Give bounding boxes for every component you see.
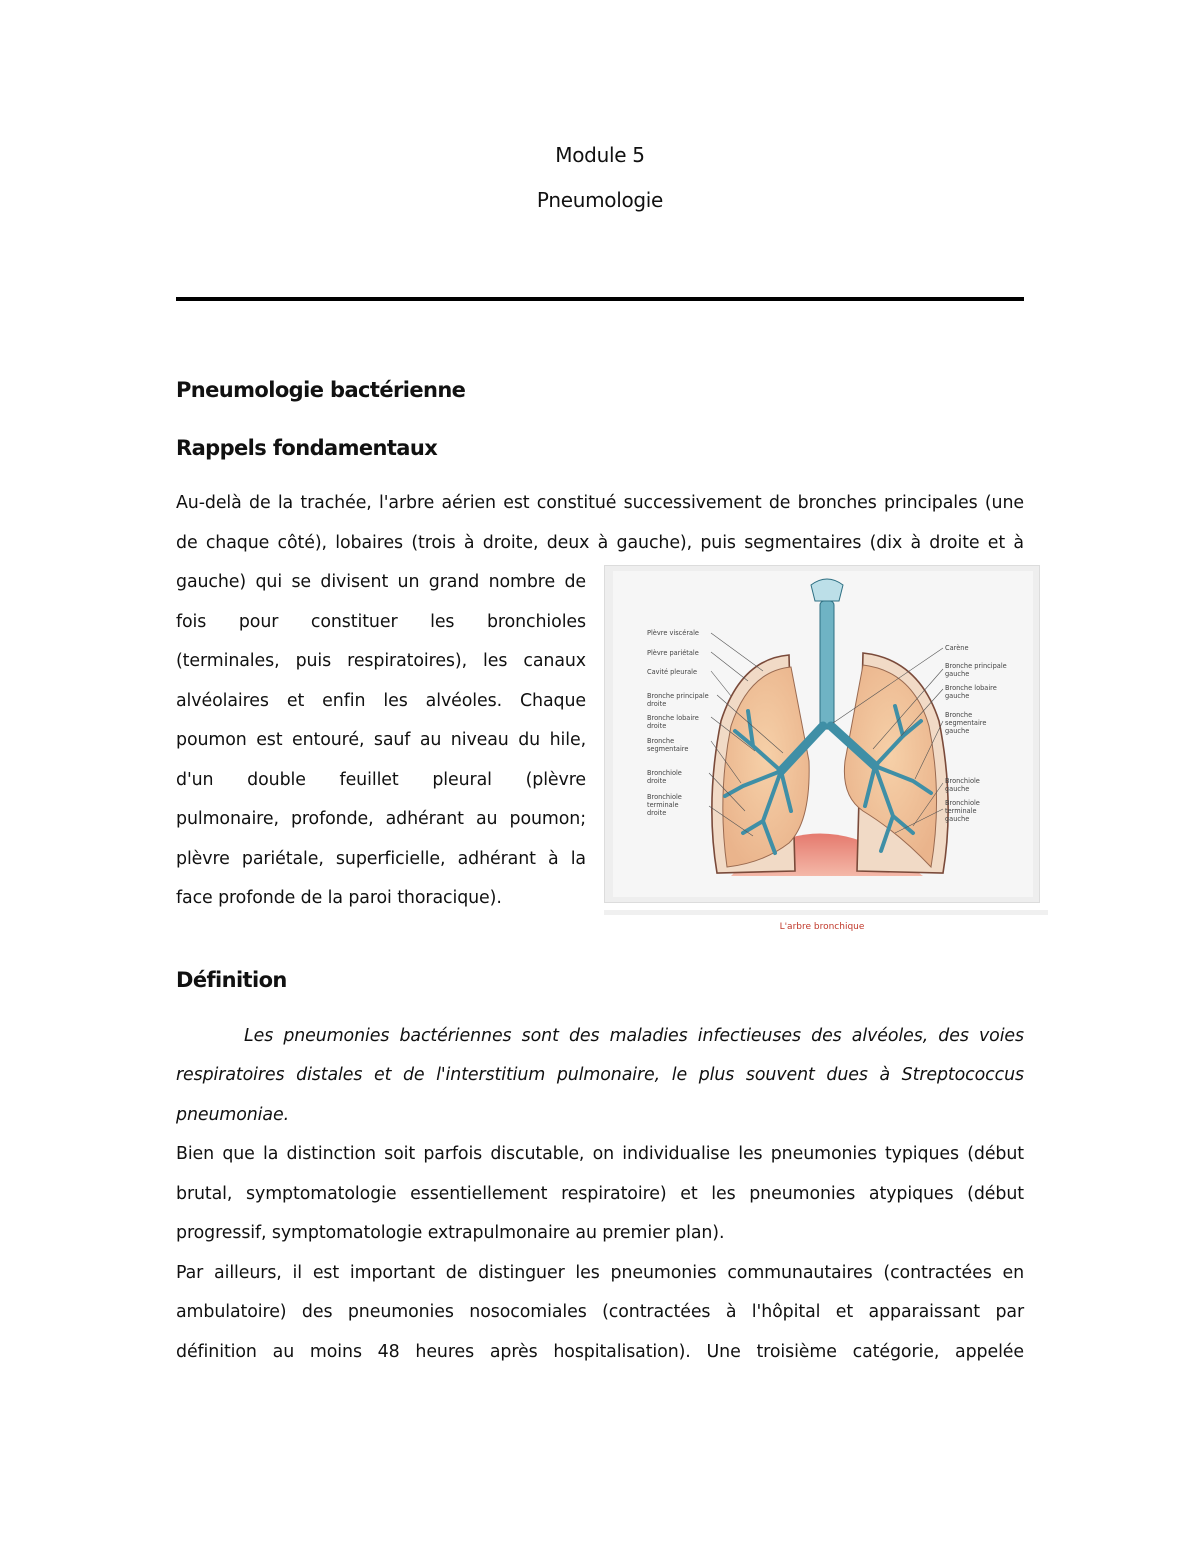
rappels-line: alvéolaires et enfin les alvéoles. Chaque: [176, 691, 586, 711]
figure-label: gauche: [945, 785, 970, 793]
definition-italic-line: Les pneumonies bactériennes sont des maladies infectieuses des alvéoles, des voies: [244, 1026, 1024, 1046]
section-title: Pneumologie bactérienne: [176, 378, 466, 402]
figure-label: Bronchiole: [945, 799, 980, 807]
lung-diagram: [613, 571, 1033, 897]
figure-label: Bronche: [945, 711, 973, 719]
figure-label: droite: [647, 722, 667, 730]
figure-label: gauche: [945, 670, 970, 678]
rappels-line: gauche) qui se divisent un grand nombre de: [176, 572, 586, 592]
figure-label: droite: [647, 809, 667, 817]
rappels-line: de chaque côté), lobaires (trois à droite, deux à gauche), puis segmentaires (dix à droite et à: [176, 533, 1024, 553]
lung-figure-canvas: [613, 571, 1033, 897]
rappels-line: (terminales, puis respiratoires), les canaux: [176, 651, 586, 671]
trachea-shape: [820, 601, 834, 729]
figure-label: Carène: [945, 644, 969, 652]
figure-label: Bronche principale: [647, 692, 709, 700]
figure-label: Bronchiole: [647, 769, 682, 777]
right-labels: [945, 644, 1007, 823]
figure-label: Bronche principale: [945, 662, 1007, 670]
lung-figure: [604, 565, 1040, 903]
figure-label: gauche: [945, 815, 970, 823]
definition-line: Par ailleurs, il est important de distinguer les pneumonies communautaires (contractées en: [176, 1263, 1024, 1283]
figure-label: Bronche lobaire: [647, 714, 699, 722]
definition-line: progressif, symptomatologie extrapulmonaire au premier plan).: [176, 1223, 725, 1243]
rappels-line: d'un double feuillet pleural (plèvre: [176, 770, 586, 790]
figure-shadow: [604, 910, 1048, 915]
figure-label: Cavité pleurale: [647, 668, 698, 676]
rappels-line: pulmonaire, profonde, adhérant au poumon;: [176, 809, 586, 829]
rappels-line: face profonde de la paroi thoracique).: [176, 888, 502, 908]
figure-label: segmentaire: [647, 745, 689, 753]
figure-label: droite: [647, 777, 667, 785]
rappels-line: Au-delà de la trachée, l'arbre aérien est constitué successivement de bronches principales (une: [176, 493, 1024, 513]
definition-italic-line: respiratoires distales et de l'interstitium pulmonaire, le plus souvent dues à Streptococcus: [176, 1065, 1024, 1085]
horizontal-rule: [176, 297, 1024, 301]
figure-label: Plèvre pariétale: [647, 649, 699, 657]
figure-label: segmentaire: [945, 719, 987, 727]
figure-label: Plèvre viscérale: [647, 629, 699, 637]
figure-label: Bronchiole: [647, 793, 682, 801]
definition-line: ambulatoire) des pneumonies nosocomiales (contractées à l'hôpital et apparaissant par: [176, 1302, 1024, 1322]
larynx-shape: [811, 579, 843, 601]
figure-label: Bronche lobaire: [945, 684, 997, 692]
figure-caption: L'arbre bronchique: [779, 922, 865, 932]
rappels-heading: Rappels fondamentaux: [176, 436, 438, 460]
module-title: Module 5: [555, 143, 645, 167]
figure-label: droite: [647, 700, 667, 708]
definition-line: Bien que la distinction soit parfois discutable, on individualise les pneumonies typiques (début: [176, 1144, 1024, 1164]
figure-label: gauche: [945, 727, 970, 735]
rappels-line: plèvre pariétale, superficielle, adhérant à la: [176, 849, 586, 869]
rappels-line: poumon est entouré, sauf au niveau du hile,: [176, 730, 586, 750]
figure-label: terminale: [945, 807, 977, 815]
rappels-line: fois pour constituer les bronchioles: [176, 612, 586, 632]
figure-label: terminale: [647, 801, 679, 809]
left-labels: [647, 629, 709, 817]
definition-italic-line: pneumoniae.: [176, 1105, 290, 1125]
definition-line: définition au moins 48 heures après hospitalisation). Une troisième catégorie, appelée: [176, 1342, 1024, 1362]
figure-label: Bronche: [647, 737, 675, 745]
definition-heading: Définition: [176, 968, 287, 992]
figure-label: gauche: [945, 692, 970, 700]
figure-label: Bronchiole: [945, 777, 980, 785]
subject-title: Pneumologie: [536, 188, 664, 212]
definition-line: brutal, symptomatologie essentiellement respiratoire) et les pneumonies atypiques (début: [176, 1184, 1024, 1204]
